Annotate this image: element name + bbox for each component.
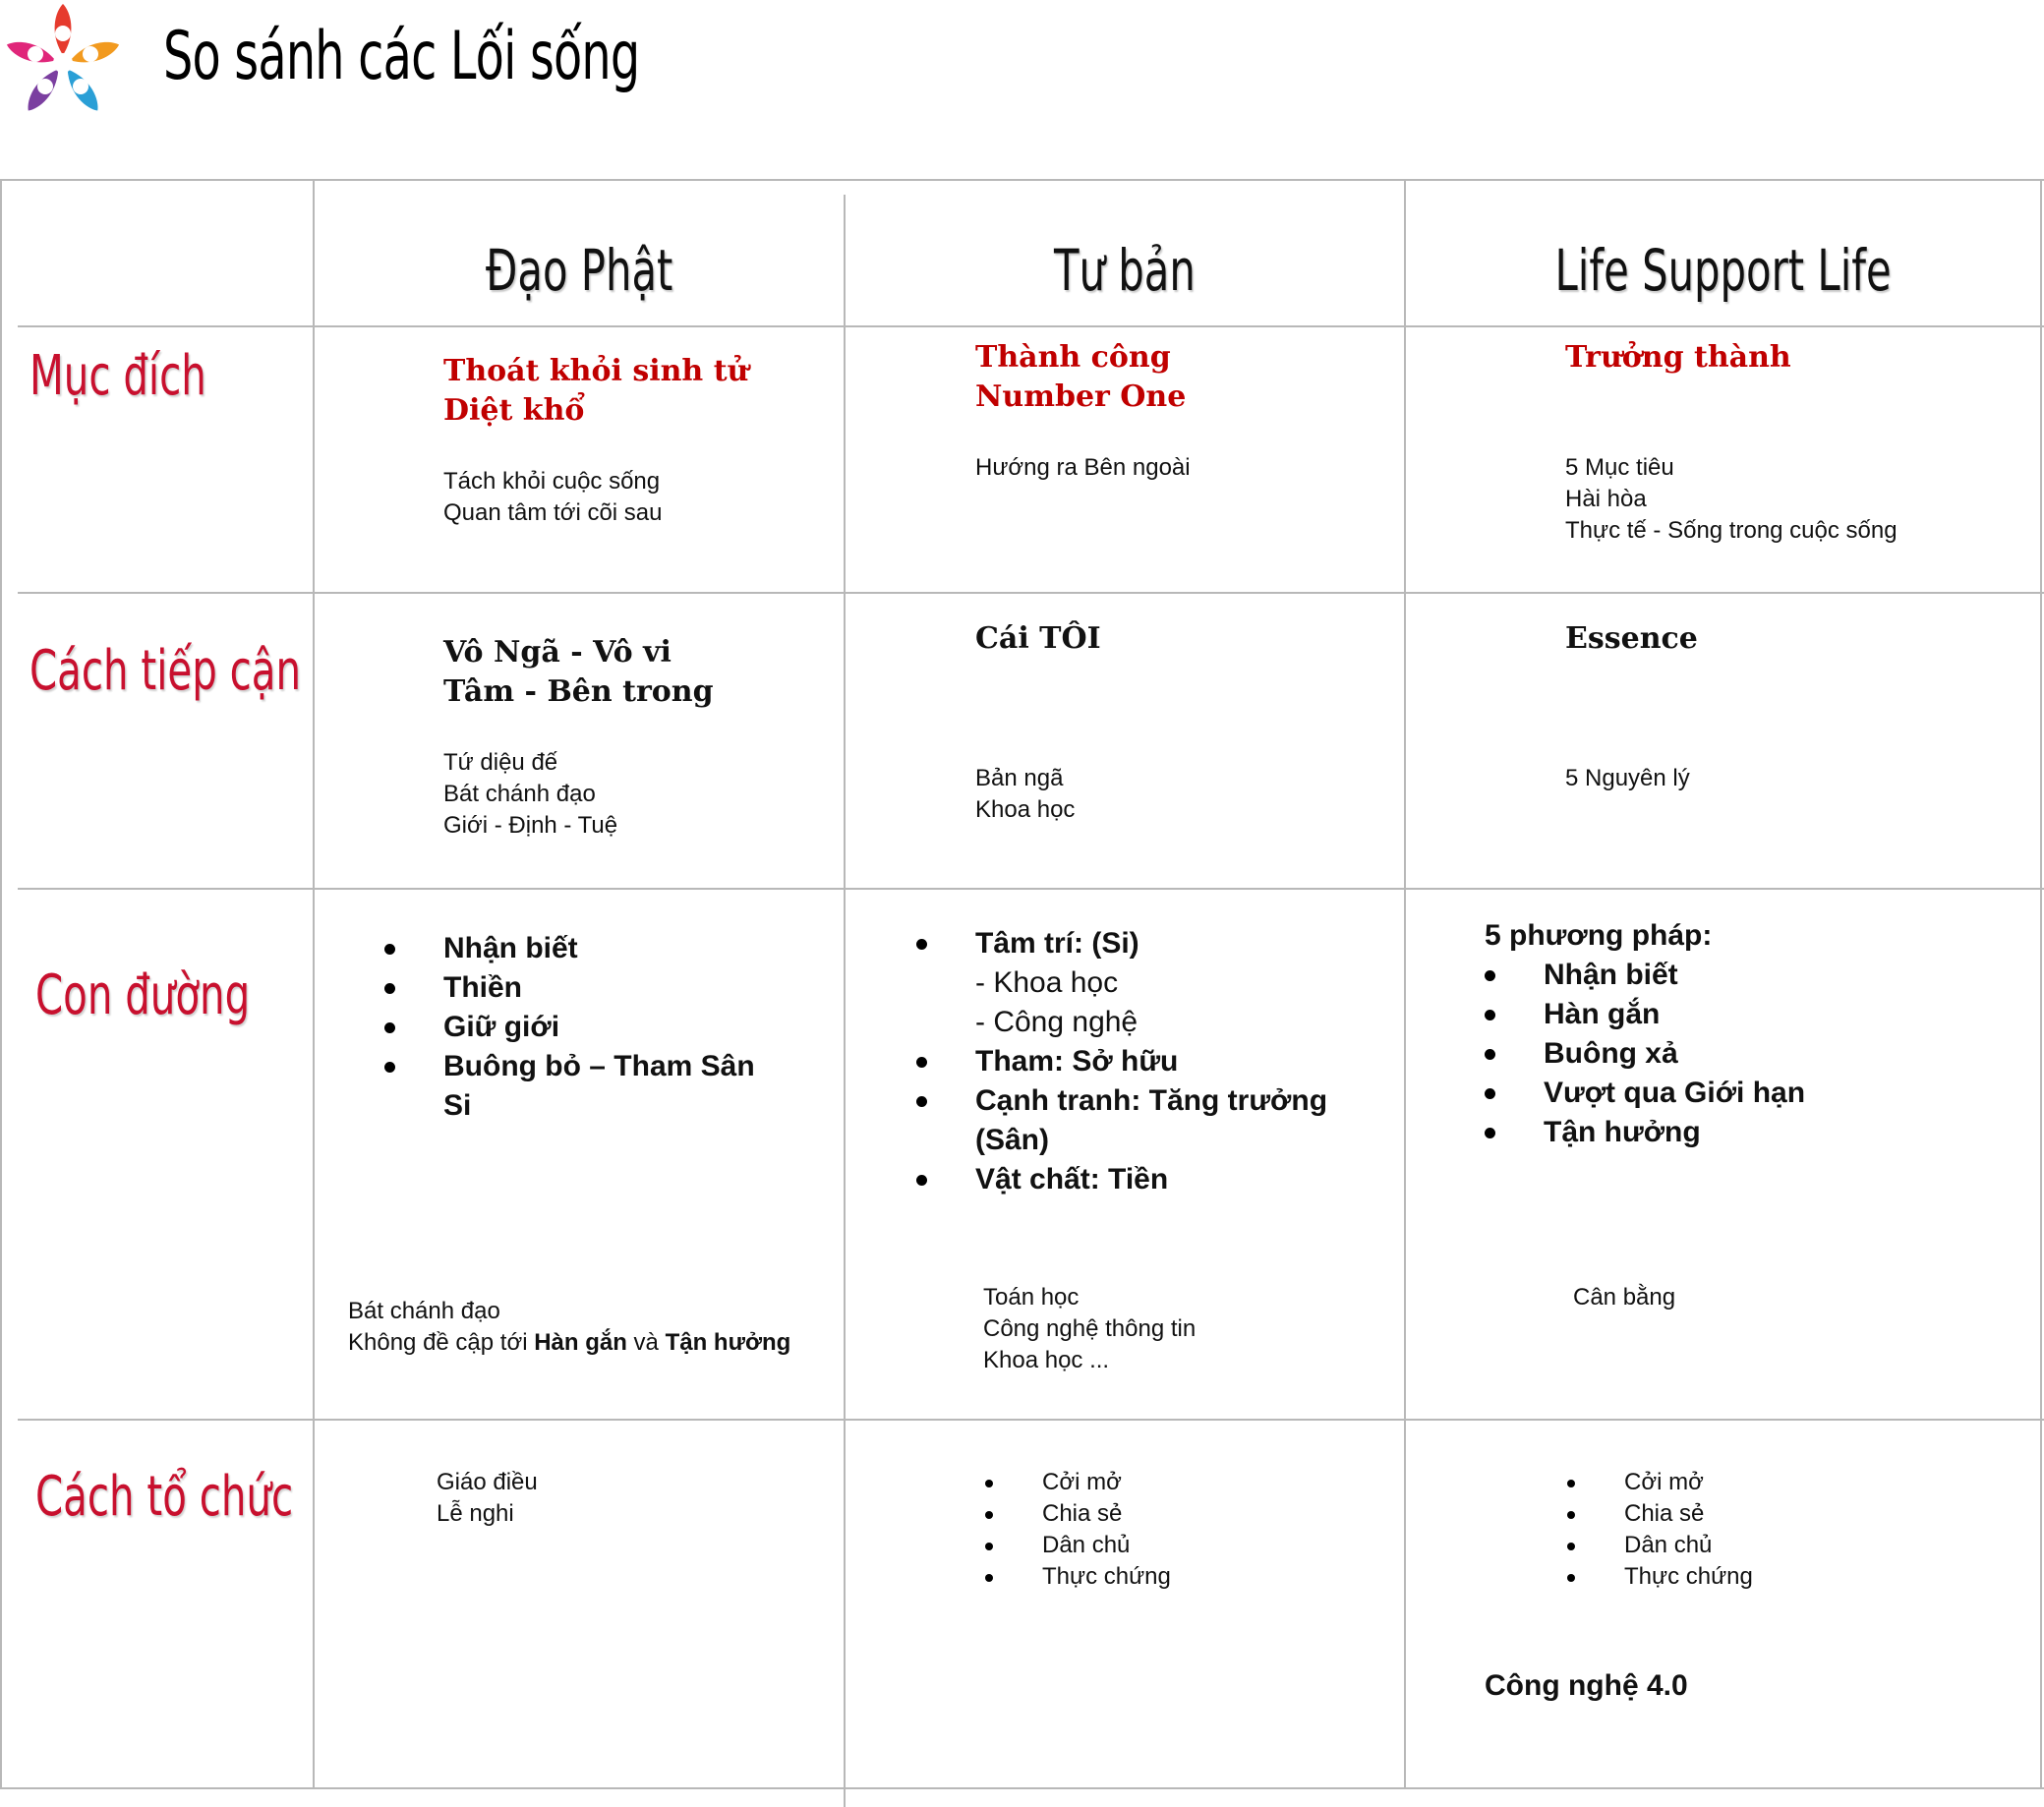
cell-con-duong-lsl-notes [1573,1282,1675,1313]
list-item: Cởi mở [1624,1467,1753,1498]
note: 5 Nguyên lý [1565,765,1690,791]
headline: Trưởng thành [1565,340,1791,375]
cell-con-duong-tu-ban-notes [983,1282,1196,1376]
list-item-continuation: (Sân) [975,1124,1049,1156]
headline: Thoát khỏi sinh tử [443,354,749,388]
list-item: Chia sẻ [1042,1498,1171,1530]
list-item: Hàn gắn [1544,995,1805,1034]
list-item: Cởi mở [1042,1467,1171,1498]
list-item: Nhận biết [443,929,755,968]
note: Giáo điều [437,1469,538,1495]
list-item: Buông bỏ – Tham Sân [443,1047,755,1086]
note: Hài hòa [1565,486,1647,512]
row-header-con-duong: Con đường [35,963,251,1027]
note: Toán học [983,1284,1080,1311]
cell-cach-to-chuc-tu-ban [1042,1467,1171,1593]
row-divider [18,1419,2044,1421]
column-header-life-support-life: Life Support Life [1554,237,1892,304]
note: Không đề cập tới Hàn gắn và Tận hưởng [348,1329,791,1356]
list-item: Dân chủ [1624,1530,1753,1561]
list-item: Tham: Sở hữu [975,1042,1327,1081]
list-item: Dân chủ [1042,1530,1171,1561]
list-item: Nhận biết [1544,956,1805,995]
cell-cach-to-chuc-dao-phat [437,1467,538,1530]
cell-cach-tiep-can-dao-phat [443,633,714,842]
cell-muc-dich-dao-phat [443,352,748,529]
cell-con-duong-dao-phat-notes [348,1296,790,1359]
note: Quan tâm tới cõi sau [443,499,663,526]
column-divider [1404,179,1406,1789]
headline: Vô Ngã - Vô vi [443,635,672,670]
cell-con-duong-lsl [1485,916,1805,1152]
cell-con-duong-dao-phat [443,929,755,1126]
list-item: Vượt qua Giới hạn [1544,1074,1805,1113]
list-item: Chia sẻ [1624,1498,1753,1530]
table-right-border [2040,179,2042,1789]
note: 5 Mục tiêu [1565,454,1674,481]
table-left-border [0,179,2,1789]
cell-muc-dich-tu-ban [975,338,1191,484]
note: Bát chánh đạo [348,1298,500,1324]
note: Tách khỏi cuộc sống [443,468,661,495]
note: Khoa học [975,796,1076,823]
note: Bát chánh đạo [443,781,596,807]
note: Lễ nghi [437,1500,514,1527]
note: Tứ diệu đế [443,749,558,776]
headline: Essence [1565,621,1698,656]
list-item: Buông xả [1544,1034,1805,1074]
note: Hướng ra Bên ngoài [975,454,1191,481]
note: Thực tế - Sống trong cuộc sống [1565,517,1898,544]
row-divider [18,325,2044,327]
headline: Number One [975,379,1187,414]
row-header-muc-dich: Mục đích [29,344,206,408]
cell-muc-dich-lsl [1565,338,1898,547]
column-header-tu-ban: Tư bản [1054,237,1196,304]
sub-item: - Khoa học [975,966,1119,999]
cell-cach-to-chuc-lsl-footer: Công nghệ 4.0 [1485,1669,1688,1702]
list-item: Thực chứng [1042,1561,1171,1593]
table-top-border [0,179,2044,181]
column-header-dao-phat: Đạo Phật [485,237,673,304]
headline: Tâm - Bên trong [443,674,714,709]
note: Công nghệ thông tin [983,1315,1197,1342]
page-title: So sánh các Lối sống [163,18,640,95]
sub-item: - Công nghệ [975,1006,1139,1038]
list-item: Cạnh tranh: Tăng trưởng [975,1081,1327,1121]
column-divider [844,195,846,1807]
row-header-cach-to-chuc: Cách tổ chức [35,1465,294,1529]
list-item: Thực chứng [1624,1561,1753,1593]
headline: Diệt khổ [443,393,585,428]
note: Cân bằng [1573,1284,1676,1311]
headline: Cái TÔI [975,621,1101,656]
list-item: Tâm trí: (Si) [975,924,1327,963]
list-item: Thiền [443,968,755,1008]
headline: Thành công [975,340,1171,375]
note: Khoa học ... [983,1347,1110,1373]
row-header-cach-tiep-can: Cách tiếp cận [29,639,302,703]
table-bottom-border [0,1787,2044,1789]
note: Bản ngã [975,765,1064,791]
flower-logo-icon [0,0,126,126]
cell-cach-tiep-can-lsl [1565,619,1698,794]
row-divider [18,592,2044,594]
note: Giới - Định - Tuệ [443,812,618,839]
list-item: Tận hưởng [1544,1113,1805,1152]
cell-cach-tiep-can-tu-ban [975,619,1101,826]
list-intro: 5 phương pháp: [1485,919,1713,952]
list-item-continuation: Si [443,1089,472,1122]
list-item: Vật chất: Tiền [975,1160,1327,1199]
cell-cach-to-chuc-lsl [1624,1467,1753,1593]
cell-con-duong-tu-ban [975,924,1327,1199]
list-item: Giữ giới [443,1008,755,1047]
row-divider [18,888,2044,890]
